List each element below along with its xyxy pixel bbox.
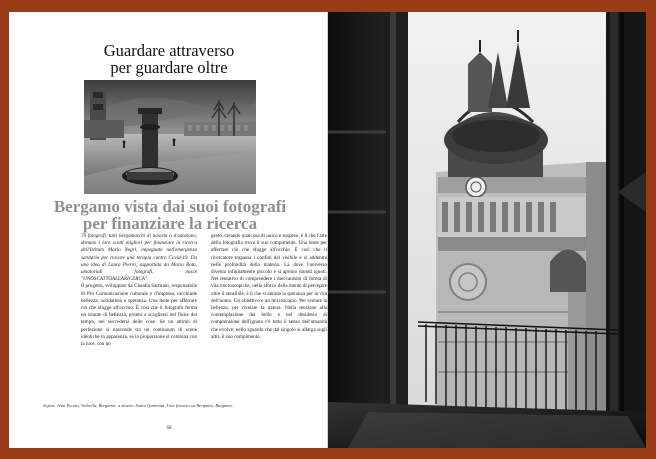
piazza-fountain-photo	[84, 80, 256, 194]
subheadline-line-2: per finanziare la ricerca	[82, 214, 258, 233]
cathedral-window-photo	[328, 12, 646, 448]
article-intro: 70 fotografi, tutti bergamaschi di nascita o d'adozione, donano i loro scatti migliori per finanziare la ricerca dell'Istituto Mario Negri, impegnato nell'emergenza sanitaria per trovare una terapia contro Covid-19. Da una idea di Laura Pierro, supportata da Mario Rota, amatoriali fotografi, nasce "UNOSCATTOALLARICERCA".	[81, 233, 197, 283]
subheadline	[39, 198, 301, 232]
headline-line-1: Guardare attraverso	[103, 41, 235, 60]
article-column-2	[211, 233, 327, 341]
headline-line-2: per guardare oltre	[110, 58, 228, 77]
left-page	[9, 12, 328, 448]
headline	[49, 42, 289, 76]
article-column-1	[81, 233, 197, 348]
photo-caption: Sopra: Jean Picotti, Vedrella, Bergamo; a destra: Sonia Quarenta, Una finestra su Bergamo, Bergamo.	[43, 403, 234, 408]
article-body-1: Il progetto, sviluppato da Claudia Sartirani, responsabile di Pro Comunicazione culturale e d'impresa, racchiude bellezza, solidarietà e speranza. Una lente per afferrare ciò che sfugge all'occhio. È così che il fotografo ferma un istante di bellezza, pronto a scogliersi nel fluire del tempo, nel succedersi delle cose. Se un attimo di perfezione si nasconde tra un continuum di scene identiche in apparenza, se la proporzione si combina con la luce, con un	[81, 283, 197, 348]
subheadline-line-1: Bergamo vista dai suoi fotografi	[53, 197, 287, 216]
article-body-2: gesto, creando qualcosa di unico e sospeso, è lì che l'arte della fotografia trova il suo compimento. Una lente per afferrare ciò che sfugge all'occhio. È così che il ricercatore trapassa i confini del visibile e si addentra nelle profondità della materia. Là dove l'universo diventa infinitamente piccolo e si aprono mondi ignoti. Nel tentativo di comprendere i meccanismi di forma di vita microscopiche, nello sforzo della mente di percepire oltre il sensibile, è lì che si annida la speranza per la vita dell'uomo. Un obiettivo e un microscopio. Per svelare la bellezza, per rivelare la natura. Nella tensione alla contemplazione del bello e nel desiderio di comprensione dell'ignoto c'è tutto il senso dell'umanità che evolve; nello sguardo che dal singolo si allarga sugli altri, il suo compimento.	[211, 233, 327, 340]
magazine-spread	[9, 12, 646, 448]
page-number: 68	[166, 426, 172, 431]
